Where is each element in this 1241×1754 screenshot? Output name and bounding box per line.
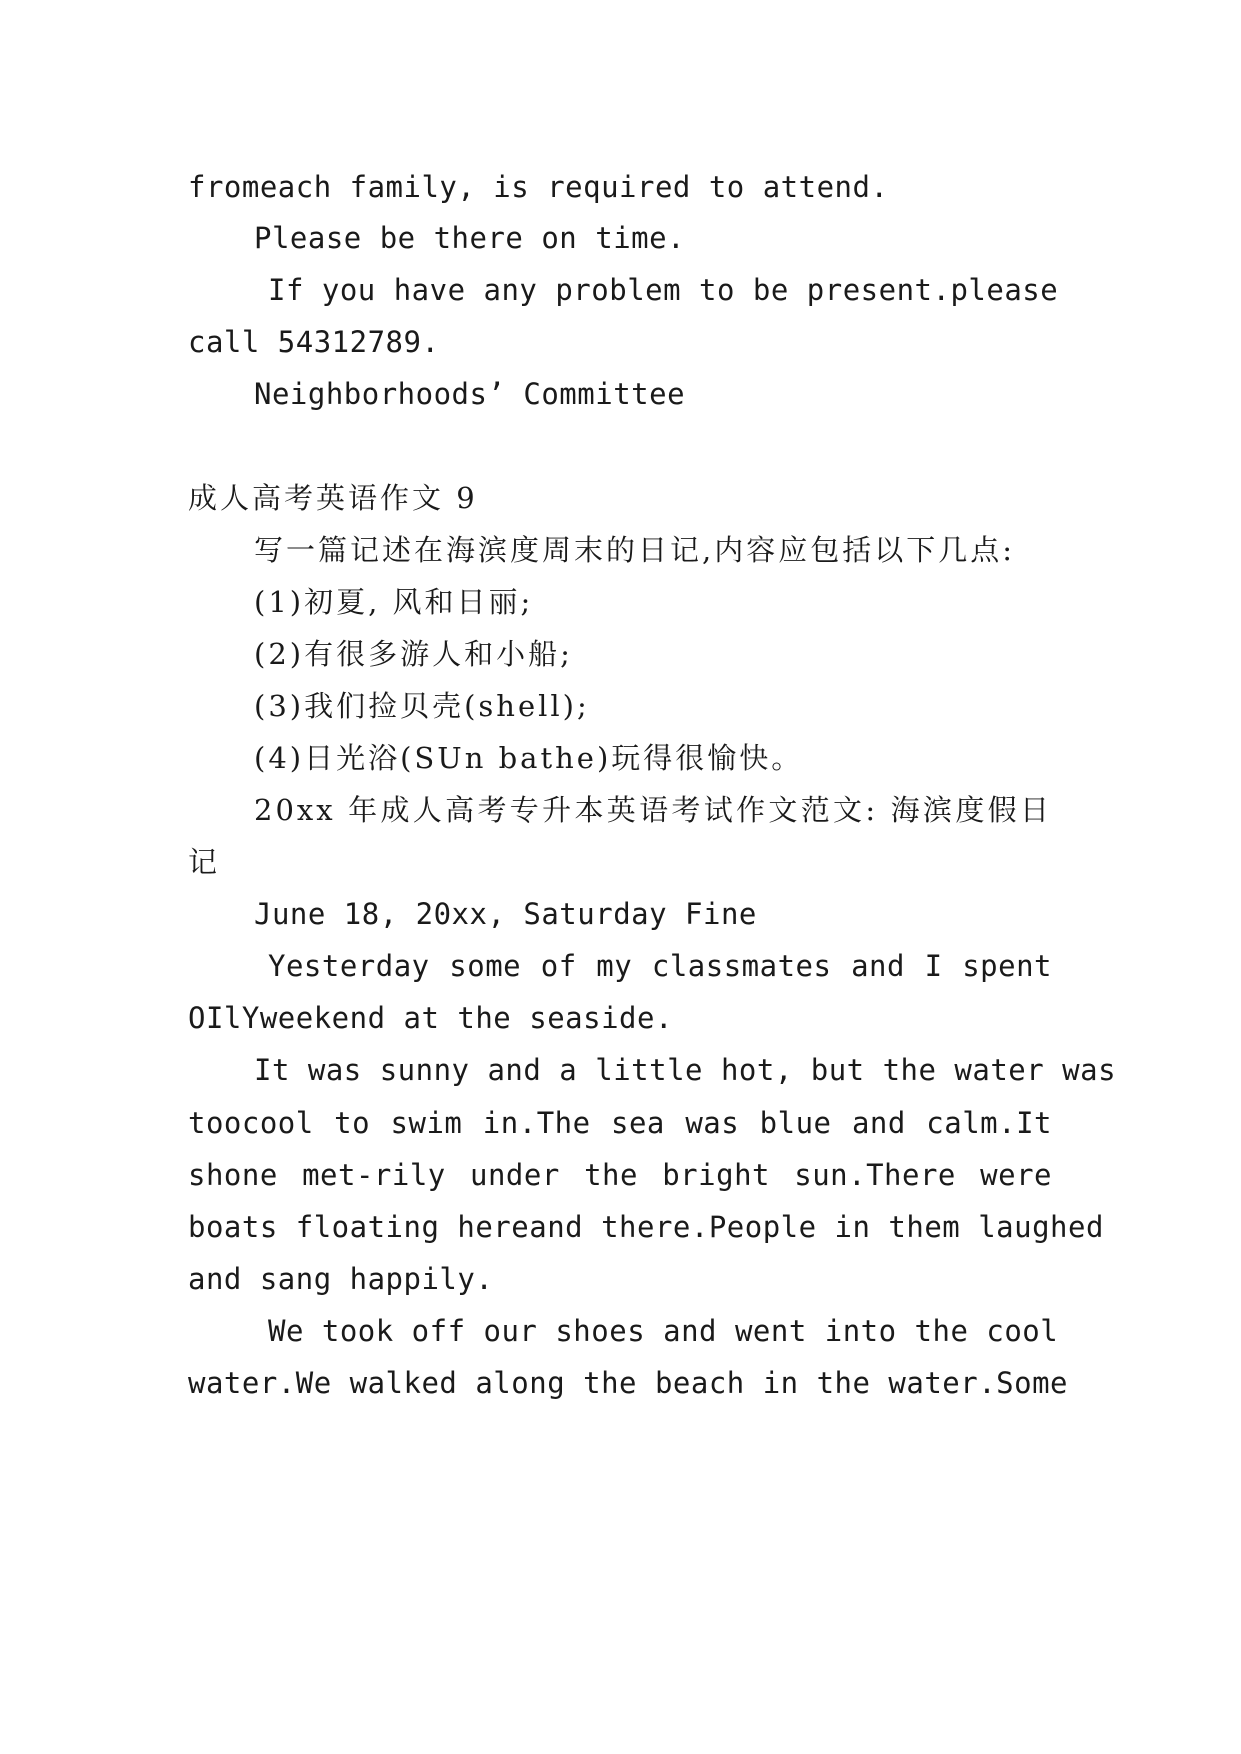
text-line: Yesterday some of my classmates and I spent [268, 949, 1052, 983]
signature-line: Neighborhoods’ Committee [254, 377, 686, 411]
list-item: (2)有很多游人和小船; [254, 637, 573, 671]
text-line: boats floating hereand there.People in them laughed [188, 1210, 1104, 1244]
text-line: 写一篇记述在海滨度周末的日记,内容应包括以下几点: [254, 533, 1015, 567]
text-line: 记 [188, 845, 221, 879]
text-line: shone met-rily under the bright sun.There were [188, 1158, 1052, 1192]
text-line: It was sunny and a little hot, but the water was [254, 1053, 1117, 1087]
section-heading: 成人高考英语作文 9 [188, 481, 478, 515]
text-line: toocool to swim in.The sea was blue and calm.It [188, 1106, 1052, 1140]
text-line: OIlYweekend at the seaside. [188, 1001, 673, 1035]
text-line: and sang happily. [188, 1262, 494, 1296]
text-line: call 54312789. [188, 325, 440, 359]
text-line: water.We walked along the beach in the water.Some [188, 1366, 1069, 1400]
text-line: 20xx 年成人高考专升本英语考试作文范文: 海滨度假日 [254, 793, 1052, 827]
list-item: (3)我们捡贝壳(shell); [254, 689, 590, 723]
text-line: If you have any problem to be present.please [268, 273, 1059, 307]
list-item: (4)日光浴(SUn bathe)玩得很愉快。 [254, 741, 804, 775]
list-item: (1)初夏, 风和日丽; [254, 585, 534, 619]
text-line: fromeach family, is required to attend. [188, 170, 889, 204]
text-line: We took off our shoes and went into the cool [268, 1314, 1059, 1348]
diary-date: June 18, 20xx, Saturday Fine [254, 897, 757, 931]
text-line: Please be there on time. [254, 221, 686, 255]
